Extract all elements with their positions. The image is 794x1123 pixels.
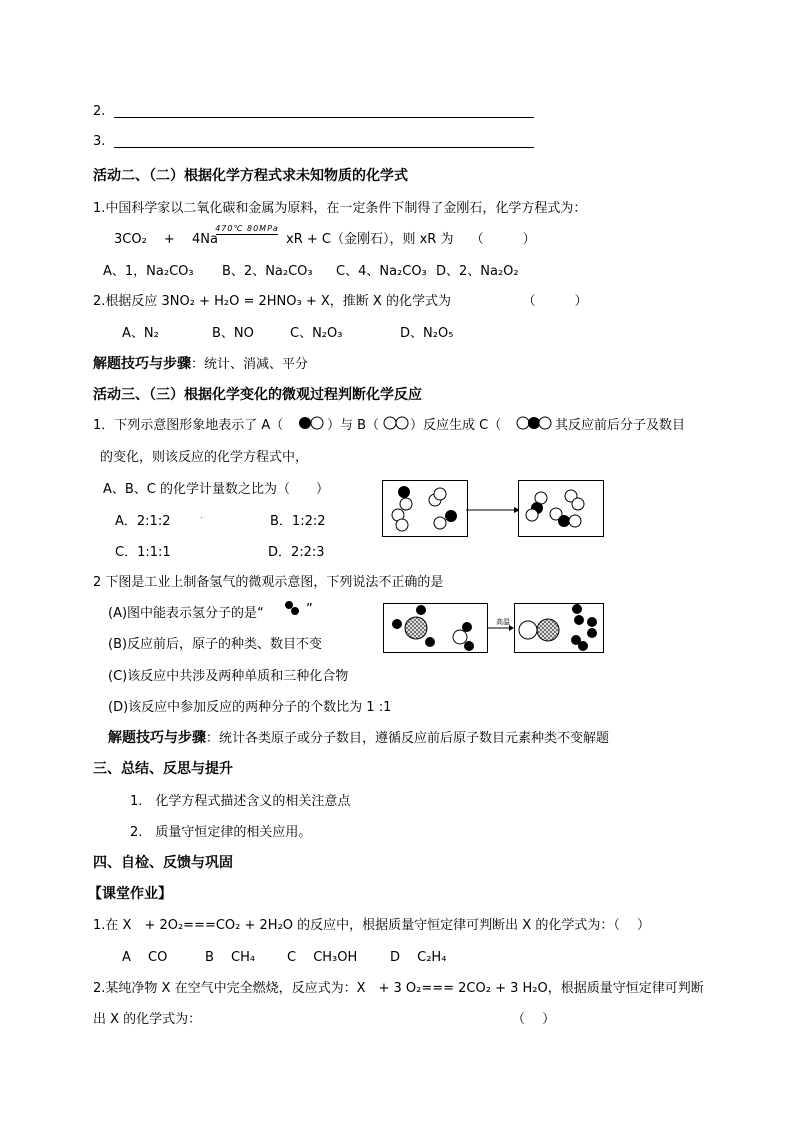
activity-2-title: 活动二、（二）根据化学方程式求未知物质的化学式 <box>93 168 408 184</box>
act2-q1-option-c[interactable]: C、4、Na₂CO₃ <box>336 264 427 279</box>
act3-q1-option-a[interactable]: A．2:1:2 <box>115 514 171 529</box>
act2-q2-option-c[interactable]: C、N₂O₃ <box>290 326 343 341</box>
decorative-dot: . <box>200 510 204 521</box>
reaction-arrow-icon <box>466 506 520 514</box>
blank-line-3[interactable] <box>114 147 534 148</box>
act2-q2-option-d[interactable]: D、N₂O₅ <box>400 326 454 341</box>
act2-q1-option-a[interactable]: A、1，Na₂CO₃ <box>103 264 194 279</box>
act3-q1-stem-a: 1．下列示意图形象地表示了 A（ <box>93 418 284 433</box>
sec4-q2-line2: 出 X 的化学式为： <box>93 1012 202 1027</box>
blank-number-3: 3. <box>93 134 106 149</box>
act3-q2-stem: 2 下图是工业上制备氢气的微观示意图，下列说法不正确的是 <box>93 575 444 590</box>
homework-heading: 【课堂作业】 <box>88 886 172 902</box>
act3-q1-stem-d: 其反应前后分子及数目 <box>555 418 686 433</box>
section-4-title: 四、自检、反馈与巩固 <box>93 855 233 871</box>
sec4-q1-stem: 1.在 X + 2O₂===CO₂ + 2H₂O 的反应中，根据质量守恒定律可判断出 X 的化学式为：（ ） <box>93 918 650 933</box>
molecule-a-icon <box>298 416 324 430</box>
hydrogen-production-diagram <box>383 600 613 656</box>
act2-q1-equation-left: 3CO₂ + 4Na <box>114 232 218 247</box>
sec4-q1-option-b[interactable]: B CH₄ <box>205 950 256 965</box>
arrow-condition-label: 高温 <box>496 618 510 626</box>
molecule-c-icon <box>516 416 552 430</box>
act3-q2-option-d[interactable]: (D)该反应中参加反应的两种分子的个数比为 1 :1 <box>108 700 392 715</box>
act2-q1-option-d[interactable]: D、2、Na₂O₂ <box>436 264 519 279</box>
act3-q1-sub: A、B、C 的化学计量数之比为（ ） <box>103 482 330 497</box>
act3-q1-option-b[interactable]: B．1:2:2 <box>270 514 326 529</box>
reaction-before-molecules <box>382 480 468 537</box>
act3-q1-option-c[interactable]: C．1:1:1 <box>115 545 171 560</box>
section-3-item-2: 2. 质量守恒定律的相关应用。 <box>130 825 312 840</box>
act3-q2-option-a-end: ” <box>306 602 313 617</box>
act2-q1-stem: 1.中国科学家以二氧化碳和金属为原料，在一定条件下制得了金刚石，化学方程式为： <box>93 201 587 216</box>
act2-q2-option-b[interactable]: B、NO <box>212 326 254 341</box>
act3-q1-stem-line2: 的变化，则该反应的化学方程式中， <box>100 450 309 465</box>
act3-q2-option-b[interactable]: (B)反应前后，原子的种类、数目不变 <box>108 637 323 652</box>
activity-3-title: 活动三、（三）根据化学变化的微观过程判断化学反应 <box>93 387 422 403</box>
sec4-q1-option-d[interactable]: D C₂H₄ <box>390 950 447 965</box>
act2-tip-text: ：统计、消减、平分 <box>191 357 309 372</box>
act2-q2-stem: 2.根据反应 3NO₂ + H₂O = 2HNO₃ + X，推断 X 的化学式为 （ ） <box>93 294 588 309</box>
act3-q1-stem-c: ）反应生成 C（ <box>410 418 502 433</box>
section-3-title: 三、总结、反思与提升 <box>93 761 233 777</box>
sec4-q1-option-a[interactable]: A CO <box>122 950 168 965</box>
act3-q2-option-c[interactable]: (C)该反应中共涉及两种单质和三种化合物 <box>108 669 349 684</box>
act2-q1-option-b[interactable]: B、2、Na₂CO₃ <box>222 264 313 279</box>
act3-tip-text: ：统计各类原子或分子数目，遵循反应前后原子数目元素种类不变解题 <box>206 731 610 746</box>
act3-q2-option-a[interactable]: (A)图中能表示氢分子的是“ <box>108 606 264 621</box>
act2-tip-label: 解题技巧与步骤 <box>93 356 191 372</box>
section-3-item-1: 1. 化学方程式描述含义的相关注意点 <box>130 794 351 809</box>
molecule-b-icon <box>383 416 409 430</box>
reaction-after-molecules <box>518 480 604 537</box>
sec4-q2-answer-paren[interactable]: （ ） <box>512 1012 556 1027</box>
act2-q1-condition: 470℃ 80MPa <box>215 224 279 233</box>
sec4-q2-line1: 2.某纯净物 X 在空气中完全燃烧，反应式为：X + 3 O₂=== 2CO₂ + 3 H₂O，根据质量守恒定律可判断 <box>93 981 704 996</box>
blank-number-2: 2. <box>93 104 106 119</box>
act2-q2-option-a[interactable]: A、N₂ <box>122 326 159 341</box>
act2-q1-equation-right: xR + C（金刚石），则 xR 为 （ ） <box>286 232 536 247</box>
sec4-q1-option-c[interactable]: C CH₃OH <box>287 950 358 965</box>
act3-tip-label: 解题技巧与步骤 <box>108 730 206 746</box>
hydrogen-molecule-icon <box>284 600 300 616</box>
blank-line-2[interactable] <box>114 117 534 118</box>
act3-q1-option-d[interactable]: D．2:2:3 <box>268 545 325 560</box>
equals-sign-line <box>216 234 278 235</box>
act3-q1-stem-b: ）与 B（ <box>327 418 380 433</box>
